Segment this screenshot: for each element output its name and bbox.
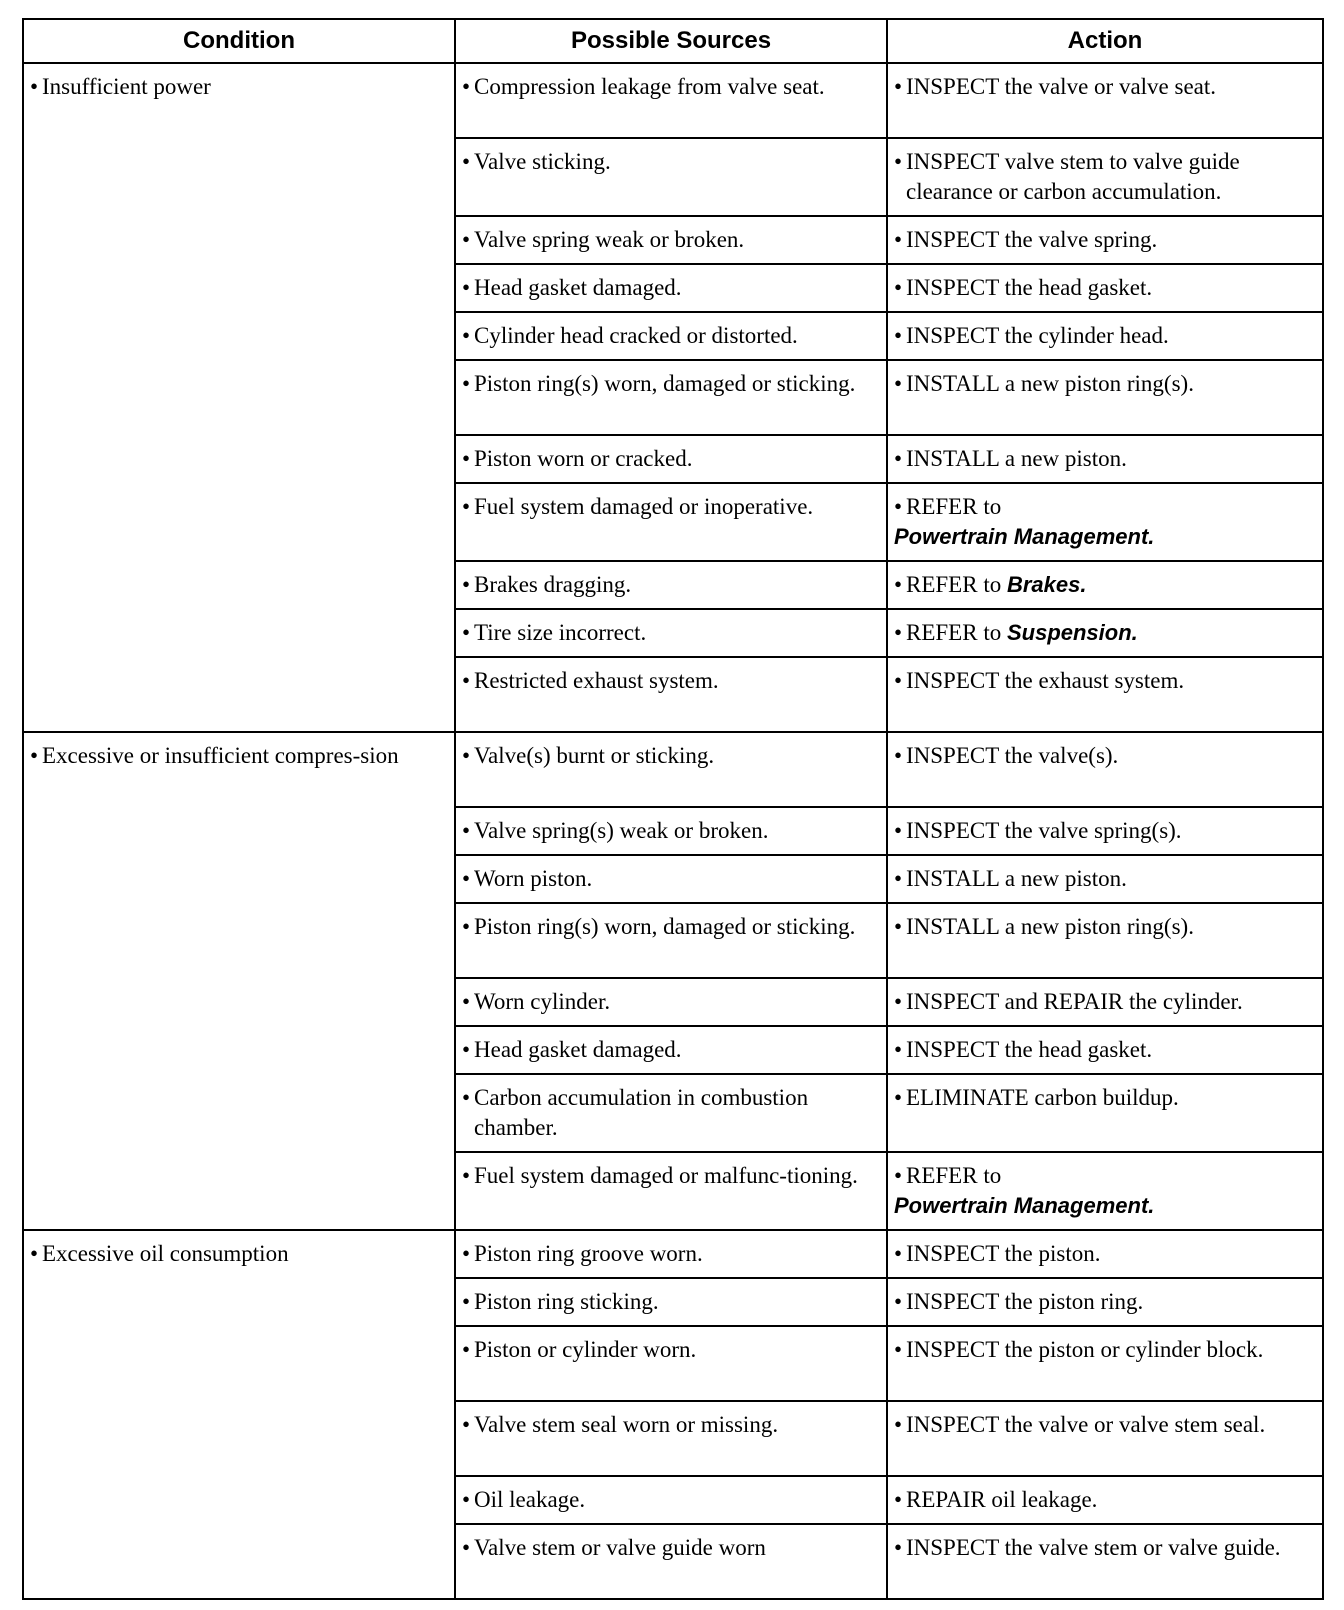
- bullet-icon: •: [894, 866, 903, 891]
- bullet-icon: •: [894, 1241, 903, 1266]
- possible-source-label: Worn cylinder.: [474, 989, 611, 1014]
- action-text: [894, 987, 1314, 1017]
- action-label: INSTALL a new piston ring(s).: [906, 371, 1194, 396]
- bullet-icon: •: [894, 1412, 903, 1437]
- action-label: INSPECT the valve or valve stem seal.: [906, 1412, 1266, 1437]
- possible-source-label: Tire size incorrect.: [474, 620, 647, 645]
- possible-source-label: Oil leakage.: [474, 1487, 586, 1512]
- action-label: REPAIR oil leakage.: [906, 1487, 1098, 1512]
- action-cell: [887, 903, 1323, 978]
- bullet-icon: •: [894, 1037, 903, 1062]
- condition-label: Excessive or insufficient compres-sion: [42, 743, 399, 768]
- bullet-icon: •: [462, 1037, 471, 1062]
- possible-source-label: Restricted exhaust system.: [474, 668, 719, 693]
- action-label: INSPECT the piston.: [906, 1241, 1101, 1266]
- possible-source-text: [462, 666, 878, 696]
- action-text: [894, 444, 1314, 474]
- possible-source-cell: [455, 807, 887, 855]
- bullet-icon: •: [894, 275, 903, 300]
- action-cell: [887, 216, 1323, 264]
- possible-source-text: [462, 864, 878, 894]
- bullet-icon: •: [894, 1289, 903, 1314]
- manual-section-reference: Powertrain Management.: [894, 524, 1155, 549]
- possible-source-text: [462, 321, 878, 351]
- action-cell: [887, 483, 1323, 561]
- action-text: [894, 321, 1314, 351]
- possible-source-label: Worn piston.: [474, 866, 593, 891]
- possible-source-text: [462, 1335, 878, 1365]
- possible-source-label: Compression leakage from valve seat.: [474, 74, 825, 99]
- action-label: INSPECT and REPAIR the cylinder.: [906, 989, 1243, 1014]
- action-text: [894, 1287, 1314, 1317]
- action-label: INSPECT the piston ring.: [906, 1289, 1144, 1314]
- action-text: [894, 741, 1314, 771]
- possible-source-text: [462, 1161, 878, 1191]
- bullet-icon: •: [894, 227, 903, 252]
- action-text: [894, 72, 1314, 102]
- bullet-icon: •: [462, 1163, 471, 1188]
- action-text: [894, 1035, 1314, 1065]
- possible-source-label: Fuel system damaged or inoperative.: [474, 494, 814, 519]
- bullet-icon: •: [462, 323, 471, 348]
- possible-source-text: [462, 912, 878, 942]
- action-cell: [887, 561, 1323, 609]
- action-cell: [887, 657, 1323, 732]
- action-cell: [887, 609, 1323, 657]
- action-label: INSPECT the valve(s).: [906, 743, 1119, 768]
- possible-source-cell: [455, 609, 887, 657]
- action-cell: [887, 63, 1323, 138]
- possible-source-cell: [455, 1524, 887, 1599]
- possible-source-text: [462, 816, 878, 846]
- action-cell: [887, 435, 1323, 483]
- bullet-icon: •: [30, 1241, 39, 1266]
- bullet-icon: •: [894, 818, 903, 843]
- action-label: ELIMINATE carbon buildup.: [906, 1085, 1179, 1110]
- possible-source-label: Piston ring groove worn.: [474, 1241, 703, 1266]
- possible-source-label: Piston ring(s) worn, damaged or sticking.: [474, 914, 856, 939]
- possible-source-cell: [455, 561, 887, 609]
- bullet-icon: •: [462, 743, 471, 768]
- manual-section-reference: Suspension.: [1006, 620, 1138, 645]
- possible-source-text: [462, 492, 878, 522]
- possible-source-label: Head gasket damaged.: [474, 275, 682, 300]
- action-text: [894, 618, 1314, 648]
- possible-source-cell: [455, 63, 887, 138]
- bullet-icon: •: [462, 668, 471, 693]
- possible-source-cell: [455, 1026, 887, 1074]
- bullet-icon: •: [894, 494, 903, 519]
- possible-source-text: [462, 369, 878, 399]
- possible-source-cell: [455, 264, 887, 312]
- action-text: [894, 666, 1314, 696]
- bullet-icon: •: [894, 149, 903, 174]
- possible-source-text: [462, 1287, 878, 1317]
- possible-source-label: Valve spring(s) weak or broken.: [474, 818, 769, 843]
- possible-source-text: [462, 741, 878, 771]
- action-cell: [887, 264, 1323, 312]
- bullet-icon: •: [462, 494, 471, 519]
- possible-source-cell: [455, 1401, 887, 1476]
- condition-text: [30, 1239, 446, 1269]
- possible-source-label: Carbon accumulation in combustion chamber.: [474, 1085, 809, 1140]
- diagnosis-table-container: [22, 18, 1322, 1600]
- action-text: [894, 1335, 1314, 1365]
- condition-text: [30, 72, 446, 102]
- manual-section-reference: Powertrain Management.: [894, 1193, 1155, 1218]
- possible-source-cell: [455, 657, 887, 732]
- bullet-icon: •: [894, 743, 903, 768]
- possible-source-cell: [455, 1476, 887, 1524]
- possible-source-cell: [455, 1074, 887, 1152]
- bullet-icon: •: [894, 989, 903, 1014]
- action-cell: [887, 312, 1323, 360]
- condition-text: [30, 741, 446, 771]
- possible-source-text: [462, 1410, 878, 1440]
- action-label: INSPECT the cylinder head.: [906, 323, 1169, 348]
- action-text: [894, 1410, 1314, 1440]
- action-text: [894, 1533, 1314, 1563]
- action-label: INSTALL a new piston ring(s).: [906, 914, 1194, 939]
- table-row: [23, 1230, 1323, 1278]
- bullet-icon: •: [30, 743, 39, 768]
- action-cell: [887, 732, 1323, 807]
- possible-source-cell: [455, 216, 887, 264]
- action-cell: [887, 807, 1323, 855]
- possible-source-text: [462, 225, 878, 255]
- bullet-icon: •: [894, 1487, 903, 1512]
- action-label: INSTALL a new piston.: [906, 866, 1127, 891]
- action-cell: [887, 1278, 1323, 1326]
- possible-source-label: Cylinder head cracked or distorted.: [474, 323, 798, 348]
- action-cell: [887, 1152, 1323, 1230]
- bullet-icon: •: [462, 989, 471, 1014]
- action-text: [894, 864, 1314, 894]
- action-text: [894, 225, 1314, 255]
- bullet-icon: •: [462, 1085, 471, 1110]
- action-text: [894, 912, 1314, 942]
- possible-source-label: Piston ring(s) worn, damaged or sticking.: [474, 371, 856, 396]
- bullet-icon: •: [894, 74, 903, 99]
- action-cell: [887, 1230, 1323, 1278]
- bullet-icon: •: [462, 1412, 471, 1437]
- condition-cell: [23, 732, 455, 1230]
- action-label: INSPECT the valve spring(s).: [906, 818, 1182, 843]
- bullet-icon: •: [462, 818, 471, 843]
- bullet-icon: •: [462, 227, 471, 252]
- bullet-icon: •: [462, 275, 471, 300]
- bullet-icon: •: [462, 74, 471, 99]
- bullet-icon: •: [894, 1085, 903, 1110]
- bullet-icon: •: [462, 1535, 471, 1560]
- possible-source-cell: [455, 1326, 887, 1401]
- action-label: INSPECT the exhaust system.: [906, 668, 1185, 693]
- action-cell: [887, 855, 1323, 903]
- possible-source-label: Head gasket damaged.: [474, 1037, 682, 1062]
- action-text: [894, 273, 1314, 303]
- possible-source-text: [462, 1035, 878, 1065]
- bullet-icon: •: [30, 74, 39, 99]
- bullet-icon: •: [894, 1535, 903, 1560]
- possible-source-text: [462, 444, 878, 474]
- action-cell: [887, 978, 1323, 1026]
- manual-section-reference: Brakes.: [1006, 572, 1087, 597]
- possible-source-label: Piston or cylinder worn.: [474, 1337, 697, 1362]
- possible-source-cell: [455, 138, 887, 216]
- possible-source-text: [462, 273, 878, 303]
- action-label: INSPECT valve stem to valve guide clearance or carbon accumulation.: [906, 149, 1240, 204]
- possible-source-label: Piston worn or cracked.: [474, 446, 693, 471]
- action-text: [894, 816, 1314, 846]
- action-cell: [887, 360, 1323, 435]
- action-text: [894, 1485, 1314, 1515]
- action-label: INSTALL a new piston.: [906, 446, 1127, 471]
- action-text: [894, 570, 1314, 600]
- bullet-icon: •: [894, 323, 903, 348]
- condition-cell: [23, 63, 455, 732]
- action-label: REFER to: [906, 620, 1002, 645]
- bullet-icon: •: [462, 1289, 471, 1314]
- action-text: [894, 1161, 1314, 1221]
- action-label: REFER to: [906, 572, 1002, 597]
- possible-source-label: Valve(s) burnt or sticking.: [474, 743, 715, 768]
- possible-source-cell: [455, 1230, 887, 1278]
- bullet-icon: •: [894, 668, 903, 693]
- action-label: INSPECT the head gasket.: [906, 275, 1153, 300]
- table-row: [23, 732, 1323, 807]
- bullet-icon: •: [462, 866, 471, 891]
- condition-label: Insufficient power: [42, 74, 211, 99]
- possible-source-label: Valve stem seal worn or missing.: [474, 1412, 779, 1437]
- possible-source-cell: [455, 903, 887, 978]
- possible-source-cell: [455, 732, 887, 807]
- bullet-icon: •: [462, 1487, 471, 1512]
- column-header-action: Action: [887, 19, 1323, 63]
- bullet-icon: •: [894, 1163, 903, 1188]
- column-header-possible-sources: Possible Sources: [455, 19, 887, 63]
- action-cell: [887, 1326, 1323, 1401]
- bullet-icon: •: [462, 149, 471, 174]
- possible-source-text: [462, 147, 878, 177]
- action-label: REFER to: [906, 494, 1002, 519]
- bullet-icon: •: [462, 1241, 471, 1266]
- possible-source-cell: [455, 1152, 887, 1230]
- bullet-icon: •: [462, 371, 471, 396]
- action-text: [894, 492, 1314, 552]
- table-body: [23, 63, 1323, 1599]
- possible-source-text: [462, 1533, 878, 1563]
- possible-source-text: [462, 1239, 878, 1269]
- table-row: [23, 63, 1323, 138]
- action-label: INSPECT the piston or cylinder block.: [906, 1337, 1264, 1362]
- possible-source-text: [462, 618, 878, 648]
- possible-source-label: Piston ring sticking.: [474, 1289, 659, 1314]
- possible-source-cell: [455, 855, 887, 903]
- bullet-icon: •: [894, 914, 903, 939]
- table-header-row: [23, 19, 1323, 63]
- possible-source-cell: [455, 1278, 887, 1326]
- bullet-icon: •: [462, 446, 471, 471]
- action-label: INSPECT the head gasket.: [906, 1037, 1153, 1062]
- possible-source-cell: [455, 435, 887, 483]
- action-label: INSPECT the valve or valve seat.: [906, 74, 1217, 99]
- condition-cell: [23, 1230, 455, 1599]
- possible-source-label: Valve stem or valve guide worn: [474, 1535, 766, 1560]
- column-header-condition: Condition: [23, 19, 455, 63]
- possible-source-text: [462, 1485, 878, 1515]
- bullet-icon: •: [894, 572, 903, 597]
- bullet-icon: •: [894, 371, 903, 396]
- diagnosis-table: [22, 18, 1324, 1600]
- possible-source-text: [462, 987, 878, 1017]
- possible-source-text: [462, 72, 878, 102]
- action-cell: [887, 1026, 1323, 1074]
- possible-source-label: Valve sticking.: [474, 149, 611, 174]
- action-text: [894, 1083, 1314, 1113]
- bullet-icon: •: [894, 620, 903, 645]
- action-text: [894, 369, 1314, 399]
- action-cell: [887, 1074, 1323, 1152]
- possible-source-text: [462, 570, 878, 600]
- possible-source-label: Fuel system damaged or malfunc-tioning.: [474, 1163, 858, 1188]
- possible-source-cell: [455, 483, 887, 561]
- possible-source-cell: [455, 360, 887, 435]
- possible-source-text: [462, 1083, 878, 1143]
- action-cell: [887, 1476, 1323, 1524]
- bullet-icon: •: [894, 1337, 903, 1362]
- bullet-icon: •: [894, 446, 903, 471]
- possible-source-cell: [455, 978, 887, 1026]
- possible-source-cell: [455, 312, 887, 360]
- bullet-icon: •: [462, 1337, 471, 1362]
- action-cell: [887, 138, 1323, 216]
- possible-source-label: Valve spring weak or broken.: [474, 227, 745, 252]
- action-label: INSPECT the valve spring.: [906, 227, 1158, 252]
- bullet-icon: •: [462, 620, 471, 645]
- action-cell: [887, 1401, 1323, 1476]
- bullet-icon: •: [462, 572, 471, 597]
- bullet-icon: •: [462, 914, 471, 939]
- possible-source-label: Brakes dragging.: [474, 572, 632, 597]
- action-text: [894, 1239, 1314, 1269]
- condition-label: Excessive oil consumption: [42, 1241, 289, 1266]
- action-label: INSPECT the valve stem or valve guide.: [906, 1535, 1281, 1560]
- action-label: REFER to: [906, 1163, 1002, 1188]
- action-cell: [887, 1524, 1323, 1599]
- action-text: [894, 147, 1314, 207]
